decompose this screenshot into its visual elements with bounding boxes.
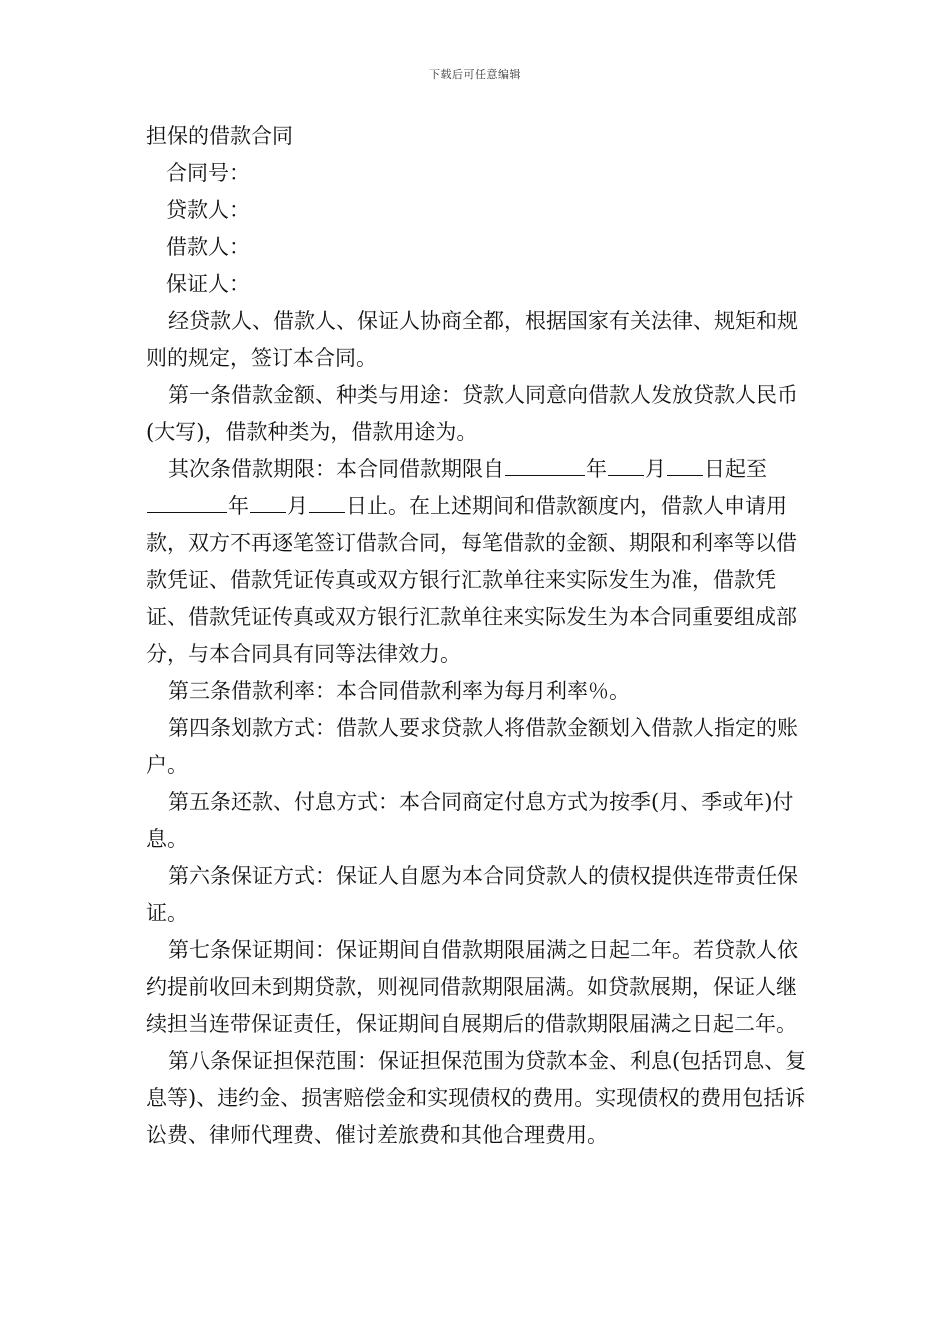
label-year-end: 年	[228, 494, 249, 518]
blank-start-day	[667, 455, 703, 476]
article-8: 第八条保证担保范围：保证担保范围为贷款本金、利息(包括罚息、复息等)、违约金、损害赔偿金和实现债权的费用。实现债权的费用包括诉讼费、律师代理费、催讨差旅费和其他合理费用。	[146, 1049, 807, 1147]
article-6: 第六条保证方式：保证人自愿为本合同贷款人的债权提供连带责任保证。	[146, 864, 798, 925]
blank-end-year	[147, 492, 227, 513]
blank-start-year	[505, 455, 585, 476]
label-to: 至	[746, 457, 767, 481]
label-day-start: 日起	[704, 457, 746, 481]
field-contract-no: 合同号：	[166, 161, 250, 185]
article-1: 第一条借款金额、种类与用途：贷款人同意向借款人发放贷款人民币(大写)，借款种类为，借款用途为。	[146, 383, 798, 444]
document-body	[146, 118, 810, 1154]
blank-end-day	[309, 492, 345, 513]
blank-start-month	[608, 455, 644, 476]
article-3: 第三条借款利率：本合同借款利率为每月利率％。	[168, 679, 630, 703]
article-4: 第四条划款方式：借款人要求贷款人将借款金额划入借款人指定的账户。	[146, 716, 798, 777]
article-2-rest: 在上述期间和借款额度内，借款人申请用款，双方不再逐笔签订借款合同，每笔借款的金额、期限和利率等以借款凭证、借款凭证传真或双方银行汇款单往来实际发生为准，借款凭证、借款凭证传真或双方银行汇款单往来实际发生为本合同重要组成部分，与本合同具有同等法律效力。	[146, 494, 797, 666]
page-header-note: 下载后可任意编辑	[429, 68, 521, 81]
field-guarantor: 保证人：	[166, 272, 250, 296]
document-title: 担保的借款合同	[146, 124, 293, 148]
article-2-lead: 其次条借款期限：本合同借款期限自	[168, 457, 504, 481]
intro-paragraph: 经贷款人、借款人、保证人协商全都，根据国家有关法律、规矩和规则的规定，签订本合同。	[146, 309, 798, 370]
article-2	[146, 451, 810, 673]
label-month-end: 月	[287, 494, 308, 518]
blank-end-month	[250, 492, 286, 513]
field-borrower: 借款人：	[166, 235, 250, 259]
article-7: 第七条保证期间：保证期间自借款期限届满之日起二年。若贷款人依约提前收回未到期贷款，则视同借款期限届满。如贷款展期，保证人继续担当连带保证责任，保证期间自展期后的借款期限届满之日起二年。	[146, 938, 798, 1036]
label-month: 月	[645, 457, 666, 481]
field-lender: 贷款人：	[166, 198, 250, 222]
article-5: 第五条还款、付息方式：本合同商定付息方式为按季(月、季或年)付息。	[146, 790, 794, 851]
label-year: 年	[586, 457, 607, 481]
label-day-end: 日止。	[346, 494, 409, 518]
